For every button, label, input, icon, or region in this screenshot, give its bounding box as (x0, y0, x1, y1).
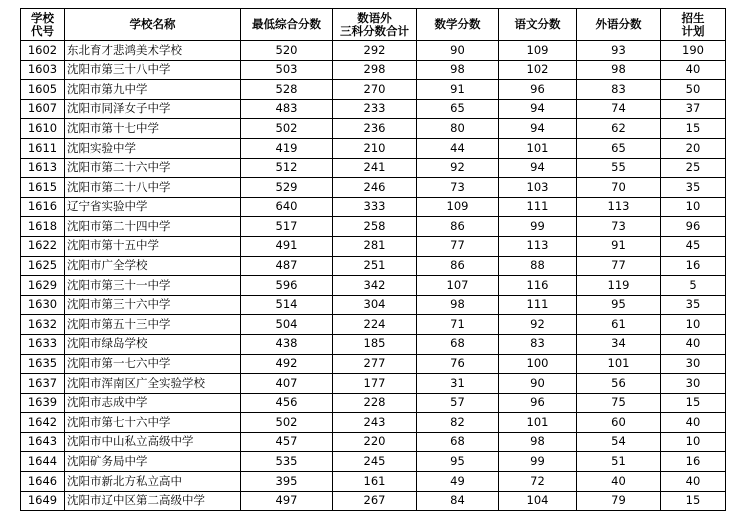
foreign-language-score-cell: 65 (577, 138, 661, 158)
school-name-cell: 东北育才悲鸿美术学校 (65, 41, 241, 61)
three-subject-total-cell: 333 (333, 197, 417, 217)
enrollment-plan-cell: 40 (661, 334, 726, 354)
three-subject-total-cell: 292 (333, 41, 417, 61)
foreign-language-score-cell: 60 (577, 413, 661, 433)
school-code-cell: 1633 (21, 334, 65, 354)
school-code-cell: 1607 (21, 99, 65, 119)
enrollment-plan-cell: 16 (661, 452, 726, 472)
school-name-cell: 沈阳市第七十六中学 (65, 413, 241, 433)
school-code-cell: 1630 (21, 295, 65, 315)
school-code-cell: 1603 (21, 60, 65, 80)
school-code-cell: 1635 (21, 354, 65, 374)
table-row (21, 334, 726, 354)
school-name-cell: 沈阳市第三十一中学 (65, 276, 241, 296)
min-total-score-cell: 483 (241, 99, 333, 119)
table-row (21, 452, 726, 472)
min-total-score-cell: 456 (241, 393, 333, 413)
min-total-score-cell: 520 (241, 41, 333, 61)
table-row (21, 276, 726, 296)
math-score-cell: 92 (417, 158, 499, 178)
school-code-cell: 1610 (21, 119, 65, 139)
school-name-cell: 沈阳市第一七六中学 (65, 354, 241, 374)
school-code-cell: 1643 (21, 432, 65, 452)
math-score-cell: 107 (417, 276, 499, 296)
enrollment-plan-cell: 30 (661, 354, 726, 374)
min-total-score-cell: 512 (241, 158, 333, 178)
chinese-score-cell: 96 (499, 393, 577, 413)
foreign-language-score-cell: 98 (577, 60, 661, 80)
math-score-cell: 76 (417, 354, 499, 374)
school-name-cell: 沈阳市浑南区广全实验学校 (65, 374, 241, 394)
admission-score-table (20, 8, 726, 511)
chinese-score-cell: 83 (499, 334, 577, 354)
chinese-score-cell: 111 (499, 295, 577, 315)
school-code-cell: 1611 (21, 138, 65, 158)
math-score-cell: 82 (417, 413, 499, 433)
enrollment-plan-cell: 10 (661, 432, 726, 452)
enrollment-plan-cell: 40 (661, 60, 726, 80)
foreign-language-score-cell: 70 (577, 178, 661, 198)
enrollment-plan-cell: 15 (661, 393, 726, 413)
math-score-cell: 86 (417, 256, 499, 276)
school-name-cell: 沈阳实验中学 (65, 138, 241, 158)
min-total-score-cell: 535 (241, 452, 333, 472)
three-subject-total-cell: 246 (333, 178, 417, 198)
enrollment-plan-cell: 45 (661, 236, 726, 256)
foreign-language-score-cell: 77 (577, 256, 661, 276)
foreign-language-score-cell: 113 (577, 197, 661, 217)
table-row (21, 374, 726, 394)
min-total-score-cell: 438 (241, 334, 333, 354)
foreign-language-score-cell: 93 (577, 41, 661, 61)
three-subject-total-cell: 220 (333, 432, 417, 452)
chinese-score-cell: 96 (499, 80, 577, 100)
school-code-cell: 1622 (21, 236, 65, 256)
enrollment-plan-cell: 25 (661, 158, 726, 178)
table-row (21, 41, 726, 61)
chinese-score-cell: 94 (499, 119, 577, 139)
min-total-score-cell: 395 (241, 472, 333, 492)
three-subject-total-cell: 161 (333, 472, 417, 492)
table-row (21, 197, 726, 217)
school-name-cell: 沈阳市中山私立高级中学 (65, 432, 241, 452)
chinese-score-cell: 72 (499, 472, 577, 492)
min-total-score-cell: 419 (241, 138, 333, 158)
school-code-cell: 1602 (21, 41, 65, 61)
header-min-total-score: 最低综合分数 (241, 9, 333, 41)
enrollment-plan-cell: 20 (661, 138, 726, 158)
table-row (21, 295, 726, 315)
chinese-score-cell: 111 (499, 197, 577, 217)
math-score-cell: 80 (417, 119, 499, 139)
header-school-name: 学校名称 (65, 9, 241, 41)
min-total-score-cell: 502 (241, 413, 333, 433)
foreign-language-score-cell: 34 (577, 334, 661, 354)
min-total-score-cell: 528 (241, 80, 333, 100)
table-row (21, 178, 726, 198)
school-code-cell: 1649 (21, 491, 65, 511)
enrollment-plan-cell: 50 (661, 80, 726, 100)
school-name-cell: 沈阳市广全学校 (65, 256, 241, 276)
table-row (21, 472, 726, 492)
enrollment-plan-cell: 40 (661, 472, 726, 492)
table-row (21, 119, 726, 139)
three-subject-total-cell: 185 (333, 334, 417, 354)
school-name-cell: 沈阳市同泽女子中学 (65, 99, 241, 119)
school-code-cell: 1637 (21, 374, 65, 394)
school-name-cell: 沈阳市第九中学 (65, 80, 241, 100)
table-row (21, 491, 726, 511)
foreign-language-score-cell: 91 (577, 236, 661, 256)
school-name-cell: 沈阳市第三十八中学 (65, 60, 241, 80)
school-code-cell: 1642 (21, 413, 65, 433)
table-row (21, 80, 726, 100)
math-score-cell: 44 (417, 138, 499, 158)
enrollment-plan-cell: 16 (661, 256, 726, 276)
chinese-score-cell: 103 (499, 178, 577, 198)
table-row (21, 60, 726, 80)
chinese-score-cell: 101 (499, 413, 577, 433)
enrollment-plan-cell: 35 (661, 295, 726, 315)
foreign-language-score-cell: 54 (577, 432, 661, 452)
school-name-cell: 沈阳市第十七中学 (65, 119, 241, 139)
math-score-cell: 77 (417, 236, 499, 256)
three-subject-total-cell: 281 (333, 236, 417, 256)
table-row (21, 432, 726, 452)
min-total-score-cell: 529 (241, 178, 333, 198)
chinese-score-cell: 94 (499, 99, 577, 119)
table-row (21, 393, 726, 413)
table-row (21, 217, 726, 237)
foreign-language-score-cell: 51 (577, 452, 661, 472)
enrollment-plan-cell: 37 (661, 99, 726, 119)
three-subject-total-cell: 245 (333, 452, 417, 472)
table-row (21, 138, 726, 158)
header-row (21, 9, 726, 41)
header-enrollment-plan: 招生 计划 (661, 9, 726, 41)
math-score-cell: 90 (417, 41, 499, 61)
three-subject-total-cell: 342 (333, 276, 417, 296)
header-chinese-score: 语文分数 (499, 9, 577, 41)
school-name-cell: 沈阳市志成中学 (65, 393, 241, 413)
school-name-cell: 沈阳市辽中区第二高级中学 (65, 491, 241, 511)
table-row (21, 413, 726, 433)
school-name-cell: 沈阳市第二十六中学 (65, 158, 241, 178)
min-total-score-cell: 504 (241, 315, 333, 335)
enrollment-plan-cell: 96 (661, 217, 726, 237)
table-row (21, 158, 726, 178)
school-code-cell: 1616 (21, 197, 65, 217)
math-score-cell: 68 (417, 334, 499, 354)
foreign-language-score-cell: 95 (577, 295, 661, 315)
header-math-score: 数学分数 (417, 9, 499, 41)
three-subject-total-cell: 236 (333, 119, 417, 139)
school-code-cell: 1605 (21, 80, 65, 100)
chinese-score-cell: 101 (499, 138, 577, 158)
math-score-cell: 86 (417, 217, 499, 237)
three-subject-total-cell: 270 (333, 80, 417, 100)
three-subject-total-cell: 224 (333, 315, 417, 335)
school-code-cell: 1646 (21, 472, 65, 492)
school-name-cell: 辽宁省实验中学 (65, 197, 241, 217)
chinese-score-cell: 98 (499, 432, 577, 452)
min-total-score-cell: 640 (241, 197, 333, 217)
chinese-score-cell: 116 (499, 276, 577, 296)
math-score-cell: 71 (417, 315, 499, 335)
min-total-score-cell: 492 (241, 354, 333, 374)
three-subject-total-cell: 258 (333, 217, 417, 237)
table-row (21, 354, 726, 374)
table-row (21, 315, 726, 335)
chinese-score-cell: 109 (499, 41, 577, 61)
chinese-score-cell: 90 (499, 374, 577, 394)
math-score-cell: 68 (417, 432, 499, 452)
min-total-score-cell: 407 (241, 374, 333, 394)
foreign-language-score-cell: 83 (577, 80, 661, 100)
table-row (21, 99, 726, 119)
chinese-score-cell: 102 (499, 60, 577, 80)
three-subject-total-cell: 277 (333, 354, 417, 374)
three-subject-total-cell: 210 (333, 138, 417, 158)
math-score-cell: 49 (417, 472, 499, 492)
school-name-cell: 沈阳市绿岛学校 (65, 334, 241, 354)
min-total-score-cell: 487 (241, 256, 333, 276)
enrollment-plan-cell: 5 (661, 276, 726, 296)
math-score-cell: 95 (417, 452, 499, 472)
school-name-cell: 沈阳市第二十八中学 (65, 178, 241, 198)
enrollment-plan-cell: 10 (661, 197, 726, 217)
math-score-cell: 84 (417, 491, 499, 511)
foreign-language-score-cell: 75 (577, 393, 661, 413)
three-subject-total-cell: 251 (333, 256, 417, 276)
enrollment-plan-cell: 35 (661, 178, 726, 198)
min-total-score-cell: 491 (241, 236, 333, 256)
enrollment-plan-cell: 190 (661, 41, 726, 61)
table-row (21, 236, 726, 256)
school-code-cell: 1629 (21, 276, 65, 296)
three-subject-total-cell: 241 (333, 158, 417, 178)
school-code-cell: 1615 (21, 178, 65, 198)
enrollment-plan-cell: 10 (661, 315, 726, 335)
school-code-cell: 1625 (21, 256, 65, 276)
math-score-cell: 98 (417, 295, 499, 315)
three-subject-total-cell: 228 (333, 393, 417, 413)
three-subject-total-cell: 304 (333, 295, 417, 315)
min-total-score-cell: 457 (241, 432, 333, 452)
foreign-language-score-cell: 62 (577, 119, 661, 139)
foreign-language-score-cell: 119 (577, 276, 661, 296)
math-score-cell: 65 (417, 99, 499, 119)
chinese-score-cell: 94 (499, 158, 577, 178)
foreign-language-score-cell: 101 (577, 354, 661, 374)
foreign-language-score-cell: 79 (577, 491, 661, 511)
enrollment-plan-cell: 30 (661, 374, 726, 394)
math-score-cell: 109 (417, 197, 499, 217)
min-total-score-cell: 503 (241, 60, 333, 80)
min-total-score-cell: 497 (241, 491, 333, 511)
school-name-cell: 沈阳市第二十四中学 (65, 217, 241, 237)
chinese-score-cell: 88 (499, 256, 577, 276)
enrollment-plan-cell: 15 (661, 491, 726, 511)
foreign-language-score-cell: 73 (577, 217, 661, 237)
min-total-score-cell: 514 (241, 295, 333, 315)
chinese-score-cell: 92 (499, 315, 577, 335)
school-name-cell: 沈阳市第十五中学 (65, 236, 241, 256)
header-school-code: 学校 代号 (21, 9, 65, 41)
school-name-cell: 沈阳矿务局中学 (65, 452, 241, 472)
school-code-cell: 1632 (21, 315, 65, 335)
three-subject-total-cell: 243 (333, 413, 417, 433)
three-subject-total-cell: 267 (333, 491, 417, 511)
table-body (21, 41, 726, 511)
school-name-cell: 沈阳市第五十三中学 (65, 315, 241, 335)
enrollment-plan-cell: 40 (661, 413, 726, 433)
math-score-cell: 91 (417, 80, 499, 100)
math-score-cell: 73 (417, 178, 499, 198)
school-name-cell: 沈阳市新北方私立高中 (65, 472, 241, 492)
min-total-score-cell: 517 (241, 217, 333, 237)
school-code-cell: 1644 (21, 452, 65, 472)
header-foreign-language-score: 外语分数 (577, 9, 661, 41)
foreign-language-score-cell: 61 (577, 315, 661, 335)
chinese-score-cell: 99 (499, 452, 577, 472)
chinese-score-cell: 104 (499, 491, 577, 511)
math-score-cell: 57 (417, 393, 499, 413)
three-subject-total-cell: 298 (333, 60, 417, 80)
chinese-score-cell: 100 (499, 354, 577, 374)
math-score-cell: 31 (417, 374, 499, 394)
foreign-language-score-cell: 55 (577, 158, 661, 178)
school-code-cell: 1613 (21, 158, 65, 178)
foreign-language-score-cell: 56 (577, 374, 661, 394)
school-code-cell: 1639 (21, 393, 65, 413)
min-total-score-cell: 596 (241, 276, 333, 296)
min-total-score-cell: 502 (241, 119, 333, 139)
three-subject-total-cell: 177 (333, 374, 417, 394)
foreign-language-score-cell: 40 (577, 472, 661, 492)
table-row (21, 256, 726, 276)
enrollment-plan-cell: 15 (661, 119, 726, 139)
header-three-subject-total: 数语外 三科分数合计 (333, 9, 417, 41)
three-subject-total-cell: 233 (333, 99, 417, 119)
foreign-language-score-cell: 74 (577, 99, 661, 119)
school-code-cell: 1618 (21, 217, 65, 237)
admission-score-table-container (20, 8, 726, 511)
math-score-cell: 98 (417, 60, 499, 80)
chinese-score-cell: 99 (499, 217, 577, 237)
chinese-score-cell: 113 (499, 236, 577, 256)
school-name-cell: 沈阳市第三十六中学 (65, 295, 241, 315)
